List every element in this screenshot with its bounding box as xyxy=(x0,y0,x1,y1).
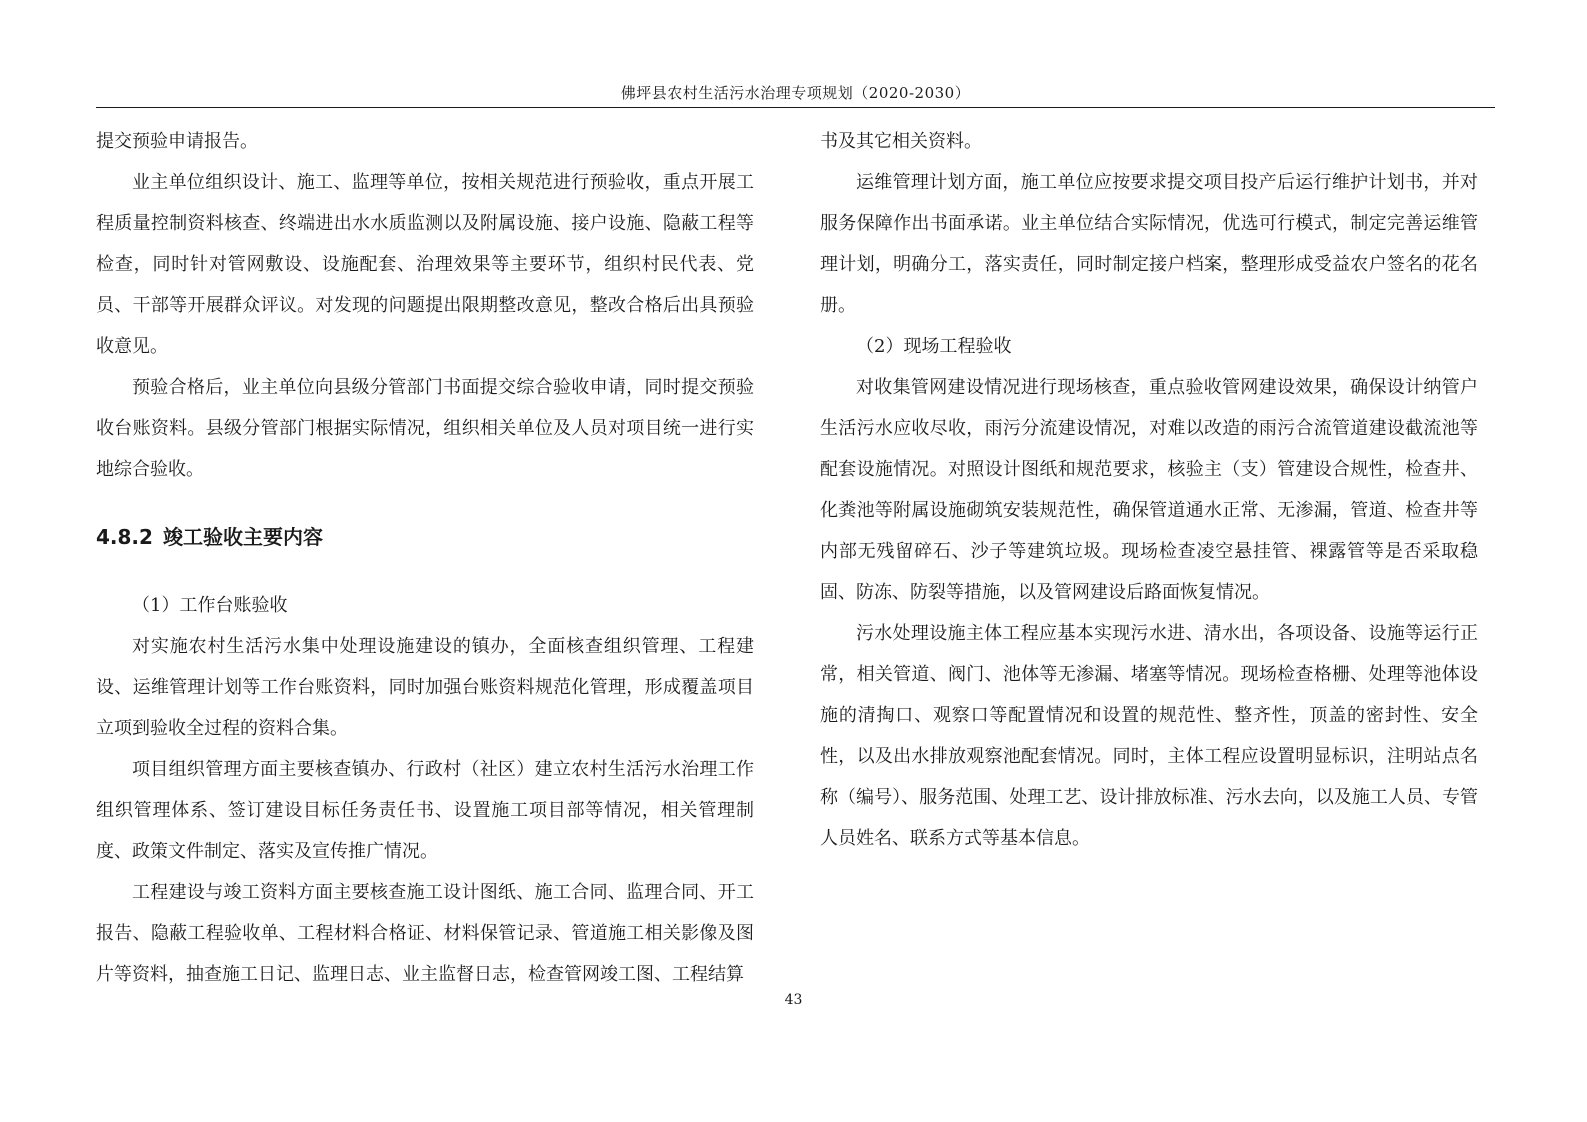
paragraph: 运维管理计划方面，施工单位应按要求提交项目投产后运行维护计划书，并对服务保障作出书面承诺。业主单位结合实际情况，优选可行模式，制定完善运维管理计划，明确分工，落实责任，同时制定接户档案，整理形成受益农户签名的花名册。 xyxy=(820,172,1478,316)
section-heading xyxy=(96,520,754,554)
running-header: 佛坪县农村生活污水治理专项规划（2020-2030） xyxy=(620,84,971,102)
subsection-heading: （2）现场工程验收 xyxy=(856,336,1012,357)
paragraph: 对实施农村生活污水集中处理设施建设的镇办，全面核查组织管理、工程建设、运维管理计划等工作台账资料，同时加强台账资料规范化管理，形成覆盖项目立项到验收全过程的资料合集。 xyxy=(96,636,754,739)
paragraph: 业主单位组织设计、施工、监理等单位，按相关规范进行预验收，重点开展工程质量控制资料核查、终端进出水水质监测以及附属设施、接户设施、隐蔽工程等检查，同时针对管网敷设、设施配套、治理效果等主要环节，组织村民代表、党员、干部等开展群众评议。对发现的问题提出限期整改意见，整改合格后出具预验收意见。 xyxy=(96,172,754,357)
paragraph: 污水处理设施主体工程应基本实现污水进、清水出，各项设备、设施等运行正常，相关管道、阀门、池体等无渗漏、堵塞等情况。现场检查格栅、处理等池体设施的清掏口、观察口等配置情况和设置的规范性、整齐性，顶盖的密封性、安全性，以及出水排放观察池配套情况。同时，主体工程应设置明显标识，注明站点名称（编号）、服务范围、处理工艺、设计排放标准、污水去向，以及施工人员、专管人员姓名、联系方式等基本信息。 xyxy=(820,623,1478,849)
paragraph: 对收集管网建设情况进行现场核查，重点验收管网建设效果，确保设计纳管户生活污水应收尽收，雨污分流建设情况，对难以改造的雨污合流管道建设截流池等配套设施情况。对照设计图纸和规范要求，核验主（支）管建设合规性，检查井、化粪池等附属设施砌筑安装规范性，确保管道通水正常、无渗漏，管道、检查井等内部无残留碎石、沙子等建筑垃圾。现场检查凌空悬挂管、裸露管等是否采取稳固、防冻、防裂等措施，以及管网建设后路面恢复情况。 xyxy=(820,377,1478,603)
paragraph: 书及其它相关资料。 xyxy=(820,131,982,152)
paragraph: 预验合格后，业主单位向县级分管部门书面提交综合验收申请，同时提交预验收台账资料。县级分管部门根据实际情况，组织相关单位及人员对项目统一进行实地综合验收。 xyxy=(96,377,754,480)
paragraph: 工程建设与竣工资料方面主要核查施工设计图纸、施工合同、监理合同、开工报告、隐蔽工程验收单、工程材料合格证、材料保管记录、管道施工相关影像及图片等资料，抽查施工日记、监理日志、业主监督日志，检查管网竣工图、工程结算 xyxy=(96,882,754,985)
right-column xyxy=(820,121,1478,859)
section-number: 4.8.2 xyxy=(96,525,153,549)
paragraph: 项目组织管理方面主要核查镇办、行政村（社区）建立农村生活污水治理工作组织管理体系、签订建设目标任务责任书、设置施工项目部等情况，相关管理制度、政策文件制定、落实及宣传推广情况。 xyxy=(96,759,754,862)
header-rule xyxy=(96,107,1495,108)
paragraph: 提交预验申请报告。 xyxy=(96,131,258,152)
page-number: 43 xyxy=(784,992,803,1008)
section-title: 竣工验收主要内容 xyxy=(162,525,323,549)
subsection-heading: （1）工作台账验收 xyxy=(132,595,288,616)
left-column xyxy=(96,121,754,995)
